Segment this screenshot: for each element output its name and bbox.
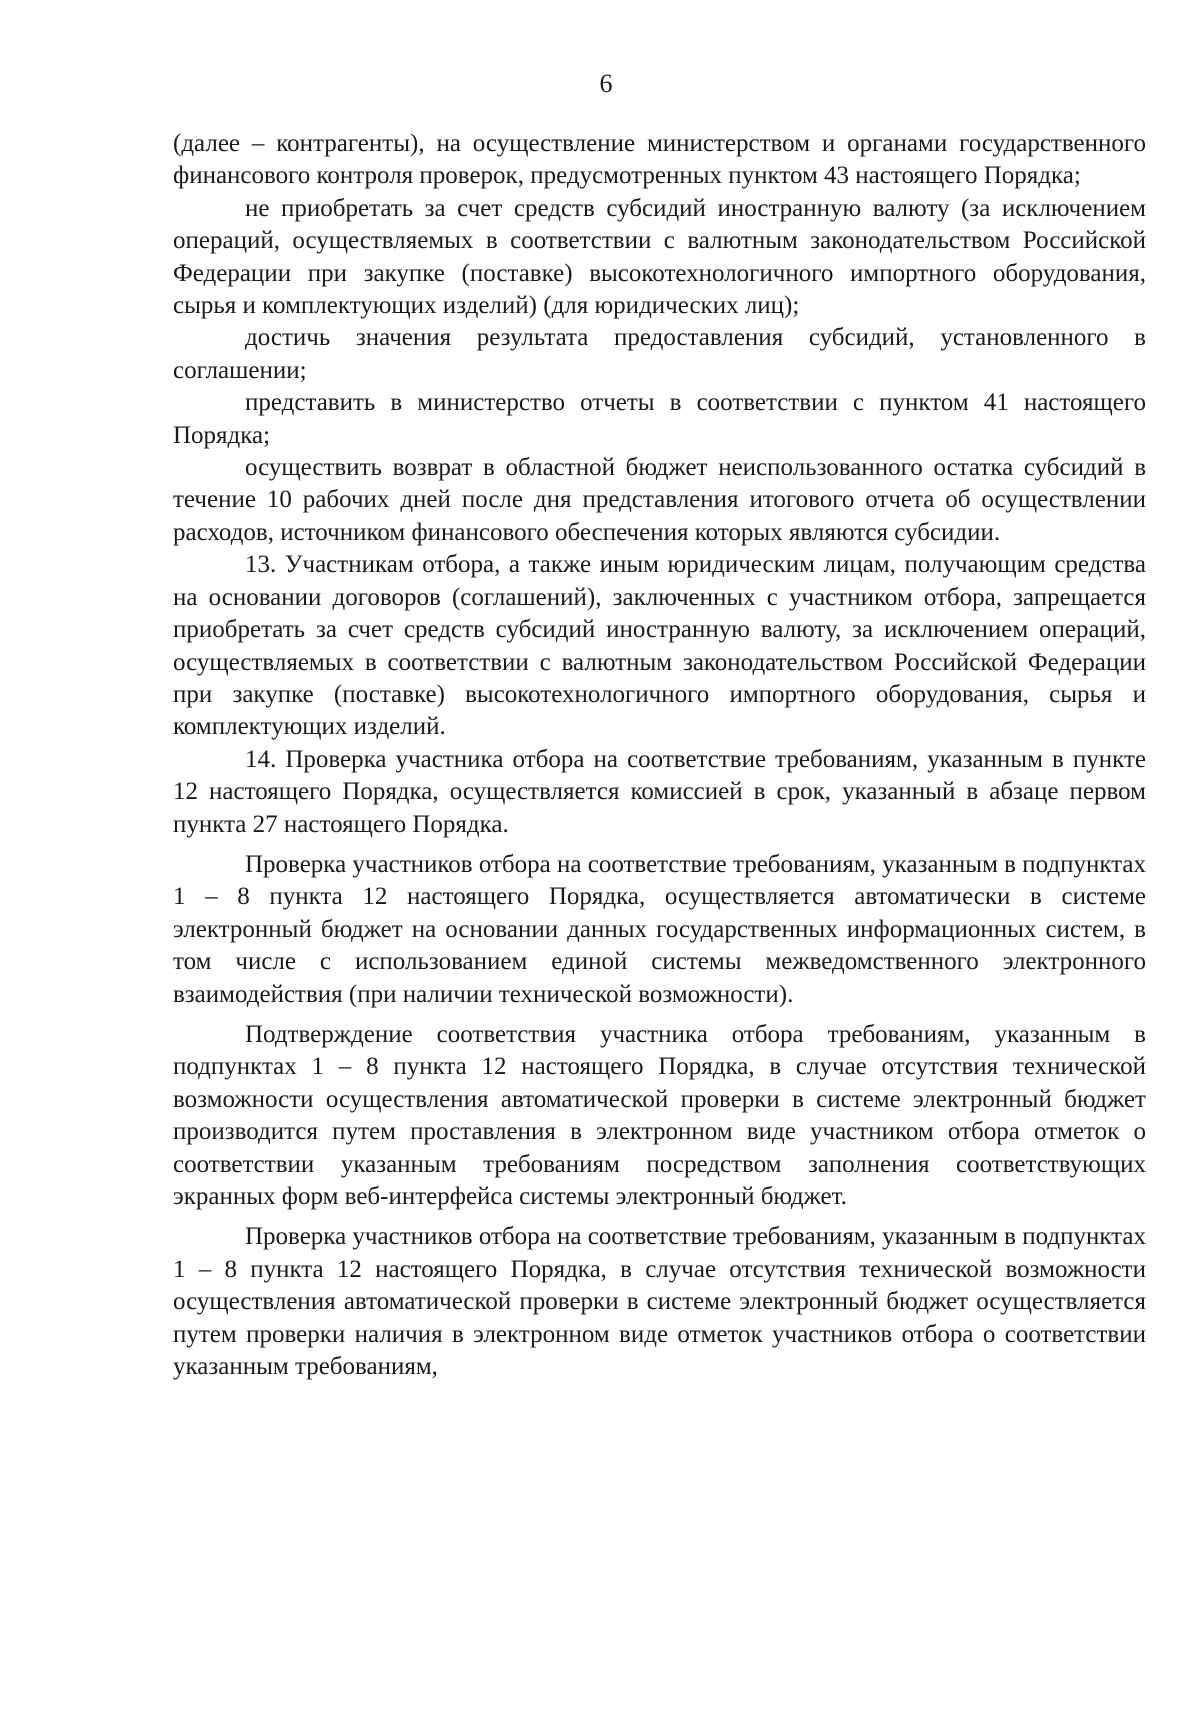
paragraph-refund: осуществить возврат в областной бюджет неиспользованного остатка субсидий в течение 10 рабочих дней после дня представления итогового отчета об осуществлении расходов, источником финансового обеспечения которых являются субсидии. [173,454,1146,546]
paragraph-continuation: (далее – контрагенты), на осуществление министерством и органами государственного финансового контроля проверок, предусмотренных пунктом 43 настоящего Порядка; [173,130,1146,190]
paragraph-confirmation: Подтверждение соответствия участника отбора требованиям, указанным в подпунктах 1 – 8 пункта 12 настоящего Порядка, в случае отсутствия технической возможности осуществления автоматической проверки в системе электронный бюджет производится путем проставления в электронном виде участником отбора отметок о соответствии указанным требованиям посредством заполнения соответствующих экранных форм веб-интерфейса системы электронный бюджет. [173,1020,1146,1210]
paragraph-currency-restriction: не приобретать за счет средств субсидий иностранную валюту (за исключением операций, осуществляемых в соответствии с валютным законодательством Российской Федерации при закупке (поставке) высокотехнологичного импортного оборудования, сырья и комплектующих изделий) (для юридических лиц); [173,194,1146,320]
paragraph-manual-check: Проверка участников отбора на соответствие требованиям, указанным в подпунктах 1 – 8 пункта 12 настоящего Порядка, в случае отсутствия технической возможности осуществления автоматической проверки в системе электронный бюджет осуществляется путем проверки наличия в электронном виде отметок участников отбора о соответствии указанным требованиям, [173,1223,1146,1381]
paragraph-clause-13: 13. Участникам отбора, а также иным юридическим лицам, получающим средства на основании договоров (соглашений), заключенных с участником отбора, запрещается приобретать за счет средств субсидий иностранную валюту, за исключением операций, осуществляемых в соответствии с валютным законодательством Российской Федерации при закупке (поставке) высокотехнологичного импортного оборудования, сырья и комплектующих изделий. [173,551,1146,741]
document-body [173,128,1146,1383]
paragraph-result-value: достичь значения результата предоставления субсидий, установленного в соглашении; [173,324,1146,384]
paragraph-clause-14: 14. Проверка участника отбора на соответствие требованиям, указанным в пункте 12 настоящего Порядка, осуществляется комиссией в срок, указанный в абзаце первом пункта 27 настоящего Порядка. [173,745,1146,838]
page-number: 6 [599,69,613,98]
paragraph-automatic-check: Проверка участников отбора на соответствие требованиям, указанным в подпунктах 1 – 8 пункта 12 настоящего Порядка, осуществляется автоматически в системе электронный бюджет на основании данных государственных информационных систем, в том числе с использованием единой системы межведомственного электронного взаимодействия (при наличии технической возможности). [173,850,1146,1008]
paragraph-reports: представить в министерство отчеты в соответствии с пунктом 41 настоящего Порядка; [173,389,1146,449]
